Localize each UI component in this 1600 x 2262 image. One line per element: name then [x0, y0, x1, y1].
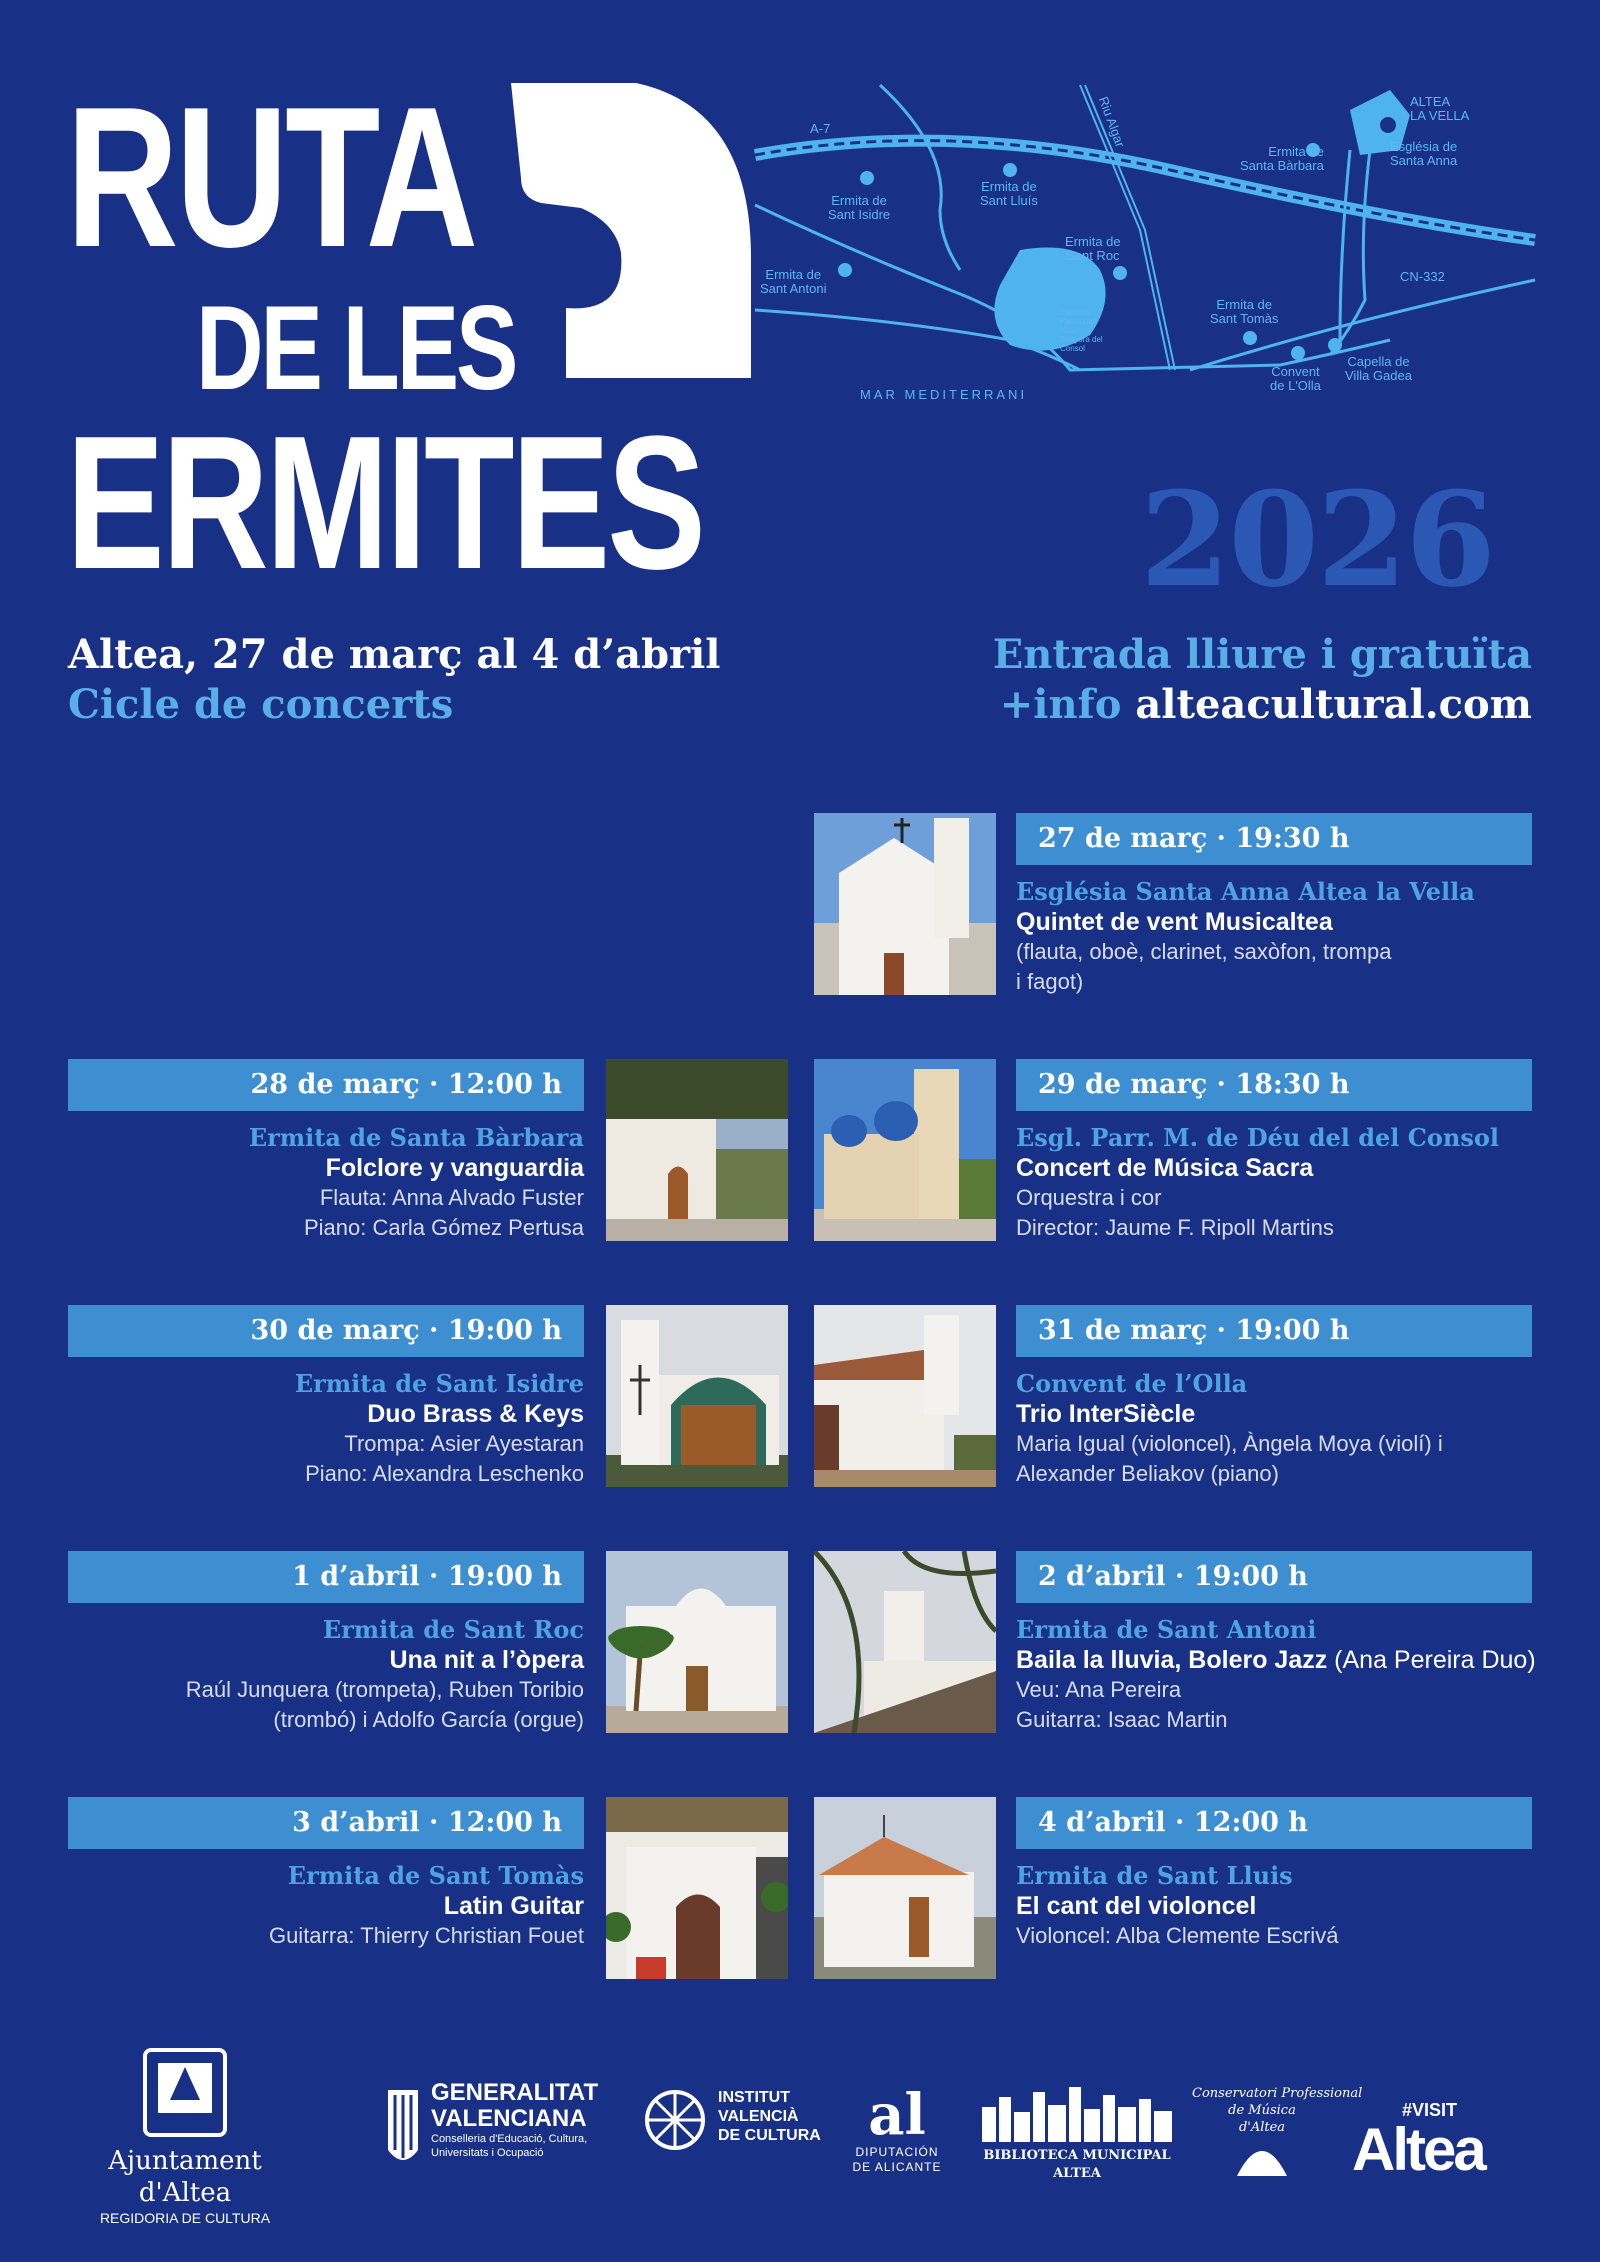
event-date: 28 de març · 12:00 h: [68, 1059, 584, 1111]
map-label-sant-isidre: Ermita de Sant Isidre: [828, 193, 891, 222]
event-28-marc: [68, 1059, 584, 1243]
dome-icon: [1232, 2136, 1292, 2176]
photo-convent-olla: [814, 1305, 996, 1487]
event-program: Quintet de vent Musicaltea: [1016, 908, 1333, 936]
website-link[interactable]: alteacultural.com: [1135, 681, 1532, 728]
map-roads: [750, 70, 1540, 430]
event-date: 3 d’abril · 12:00 h: [68, 1797, 584, 1849]
coat-of-arms-icon: [140, 2045, 230, 2140]
logo-ivc: INSTITUT VALENCIÀ DE CULTURA: [643, 2088, 823, 2145]
event-performers-1: Orquestra i cor: [1016, 1185, 1162, 1210]
title-line-2: DE LES: [196, 281, 516, 415]
map-label-sant-roc: Ermita de Sant Roc: [1065, 234, 1121, 263]
event-performers-2: Alexander Beliakov (piano): [1016, 1461, 1279, 1486]
event-performers-2: (trombó) i Adolfo García (orgue): [273, 1707, 584, 1732]
books-icon: [982, 2087, 1172, 2142]
event-date: 30 de març · 19:00 h: [68, 1305, 584, 1357]
entry-info: Entrada lliure i gratuïta: [992, 631, 1532, 678]
event-program: Duo Brass & Keys: [367, 1400, 584, 1428]
title-line-1: RUTA: [66, 66, 476, 289]
event-program: Latin Guitar: [443, 1892, 584, 1920]
event-performers-2: Piano: Carla Gómez Pertusa: [303, 1215, 584, 1240]
map-label-santa-barbara: Ermita de Santa Bàrbara: [1240, 144, 1324, 173]
event-performers-1: Maria Igual (violoncel), Àngela Moya (violí) i: [1016, 1431, 1443, 1456]
event-1-abril: [68, 1551, 584, 1735]
logo-biblioteca: BIBLIOTECA MUNICIPAL ALTEA: [982, 2087, 1172, 2183]
hermitage-profile-logo: [486, 78, 756, 388]
event-venue: Esgl. Parr. M. de Déu del del Consol: [1016, 1123, 1499, 1152]
event-3-abril: [68, 1797, 584, 1951]
event-performers-1: Raúl Junquera (trompeta), Ruben Toribio: [185, 1677, 584, 1702]
event-performers-2: Guitarra: Isaac Martin: [1016, 1707, 1228, 1732]
route-map: [750, 70, 1540, 430]
logo-generalitat: GENERALITAT VALENCIANA Conselleria d'Educació, Cultura, Universitats i Ocupació: [383, 2080, 613, 2160]
logo-diputacion: al DIPUTACIÓN DE ALICANTE: [842, 2085, 952, 2175]
info-label: +info: [999, 681, 1122, 728]
map-label-sant-tomas: Ermita de Sant Tomàs: [1210, 297, 1279, 326]
photo-santa-barbara: [606, 1059, 788, 1241]
event-venue: Convent de l’Olla: [1016, 1369, 1248, 1398]
event-venue: Església Santa Anna Altea la Vella: [1016, 877, 1475, 906]
event-performers-1: Guitarra: Thierry Christian Fouet: [268, 1923, 584, 1948]
event-program: El cant del violoncel: [1016, 1892, 1257, 1920]
map-label-santa-anna: Església de Santa Anna: [1390, 139, 1458, 168]
event-venue: Ermita de Sant Lluis: [1016, 1861, 1293, 1890]
event-date: 31 de març · 19:00 h: [1016, 1305, 1532, 1357]
title-line-3: ERMITES: [66, 397, 703, 609]
photo-parroquia-consol: [814, 1059, 996, 1241]
event-venue: Ermita de Sant Antoni: [1016, 1615, 1317, 1644]
event-program: Una nit a l’òpera: [389, 1646, 584, 1674]
event-program: Folclore y vanguardia: [325, 1154, 584, 1182]
event-performers-2: Piano: Alexandra Leschenko: [305, 1461, 584, 1486]
logo-ajuntament-altea: Ajuntament d'Altea REGIDORIA DE CULTURA: [60, 2045, 310, 2227]
event-29-marc: [1016, 1059, 1576, 1243]
logo-conservatori: Conservatori Professional de Música d'Altea: [1192, 2085, 1332, 2181]
map-label-sant-antoni: Ermita de Sant Antoni: [760, 267, 827, 296]
photo-sant-tomas: [606, 1797, 788, 1979]
event-performers-1: (flauta, oboè, clarinet, saxòfon, trompa: [1016, 939, 1392, 964]
photo-sant-antoni: [814, 1551, 996, 1733]
event-venue: Ermita de Sant Tomàs: [287, 1861, 584, 1890]
event-program: Concert de Música Sacra: [1016, 1154, 1314, 1182]
logo-visit-altea[interactable]: #VISIT Altea: [1352, 2100, 1484, 2183]
event-30-marc: [68, 1305, 584, 1489]
event-4-abril: [1016, 1797, 1576, 1951]
event-performers-1: Veu: Ana Pereira: [1016, 1677, 1182, 1702]
map-label-altea-vella: ALTEA LA VELLA: [1410, 94, 1470, 123]
map-label-parroquial: Església Parroquial Ntra. Senyora del Consol: [1060, 308, 1103, 353]
event-2-abril: [1016, 1551, 1576, 1735]
year: 2026: [1140, 463, 1494, 616]
event-date: 1 d’abril · 19:00 h: [68, 1551, 584, 1603]
photo-sant-roc: [606, 1551, 788, 1733]
photo-santa-anna: [814, 813, 996, 995]
event-date: 29 de març · 18:30 h: [1016, 1059, 1532, 1111]
event-date: 4 d’abril · 12:00 h: [1016, 1797, 1532, 1849]
event-venue: Ermita de Sant Isidre: [294, 1369, 584, 1398]
photo-sant-lluis: [814, 1797, 996, 1979]
event-program: Baila la lluvia, Bolero Jazz (Ana Pereira Duo): [1016, 1646, 1536, 1674]
title-block: [66, 66, 706, 609]
event-program: Trio InterSiècle: [1016, 1400, 1196, 1428]
event-venue: Ermita de Santa Bàrbara: [248, 1123, 584, 1152]
event-performers-1: Flauta: Anna Alvado Fuster: [319, 1185, 584, 1210]
event-performers-2: i fagot): [1016, 969, 1084, 994]
diputacion-a-icon: al: [868, 2082, 926, 2148]
map-label-cn332: CN-332: [1400, 269, 1445, 284]
ivc-emblem-icon: [643, 2088, 707, 2152]
event-date: 2 d’abril · 19:00 h: [1016, 1551, 1532, 1603]
event-date: 27 de març · 19:30 h: [1016, 813, 1532, 865]
festival-dates: Altea, 27 de març al 4 d’abril: [68, 631, 721, 678]
event-27-marc: [1016, 813, 1576, 997]
event-performers-2: Director: Jaume F. Ripoll Martins: [1016, 1215, 1334, 1240]
generalitat-shield-icon: [383, 2080, 423, 2175]
map-label-convent: Convent de L'Olla: [1270, 364, 1321, 393]
map-label-sant-lluis: Ermita de Sant Lluís: [980, 179, 1038, 208]
event-venue: Ermita de Sant Roc: [322, 1615, 584, 1644]
map-label-a7: A-7: [810, 121, 831, 136]
map-label-villa-gadea: Capella de Villa Gadea: [1345, 354, 1412, 383]
sponsor-logos: [0, 2030, 1600, 2230]
event-performers-1: Violoncel: Alba Clemente Escrivá: [1016, 1923, 1339, 1948]
event-performers-1: Trompa: Asier Ayestaran: [344, 1431, 584, 1456]
map-label-mar: MAR MEDITERRANI: [860, 387, 1028, 402]
subtitle-left: [68, 630, 721, 730]
festival-cycle: Cicle de concerts: [68, 681, 454, 728]
event-31-marc: [1016, 1305, 1576, 1489]
subtitle-right: [993, 630, 1532, 730]
photo-sant-isidre: [606, 1305, 788, 1487]
map-label-riu-algar: Riu Algar: [1095, 94, 1128, 150]
